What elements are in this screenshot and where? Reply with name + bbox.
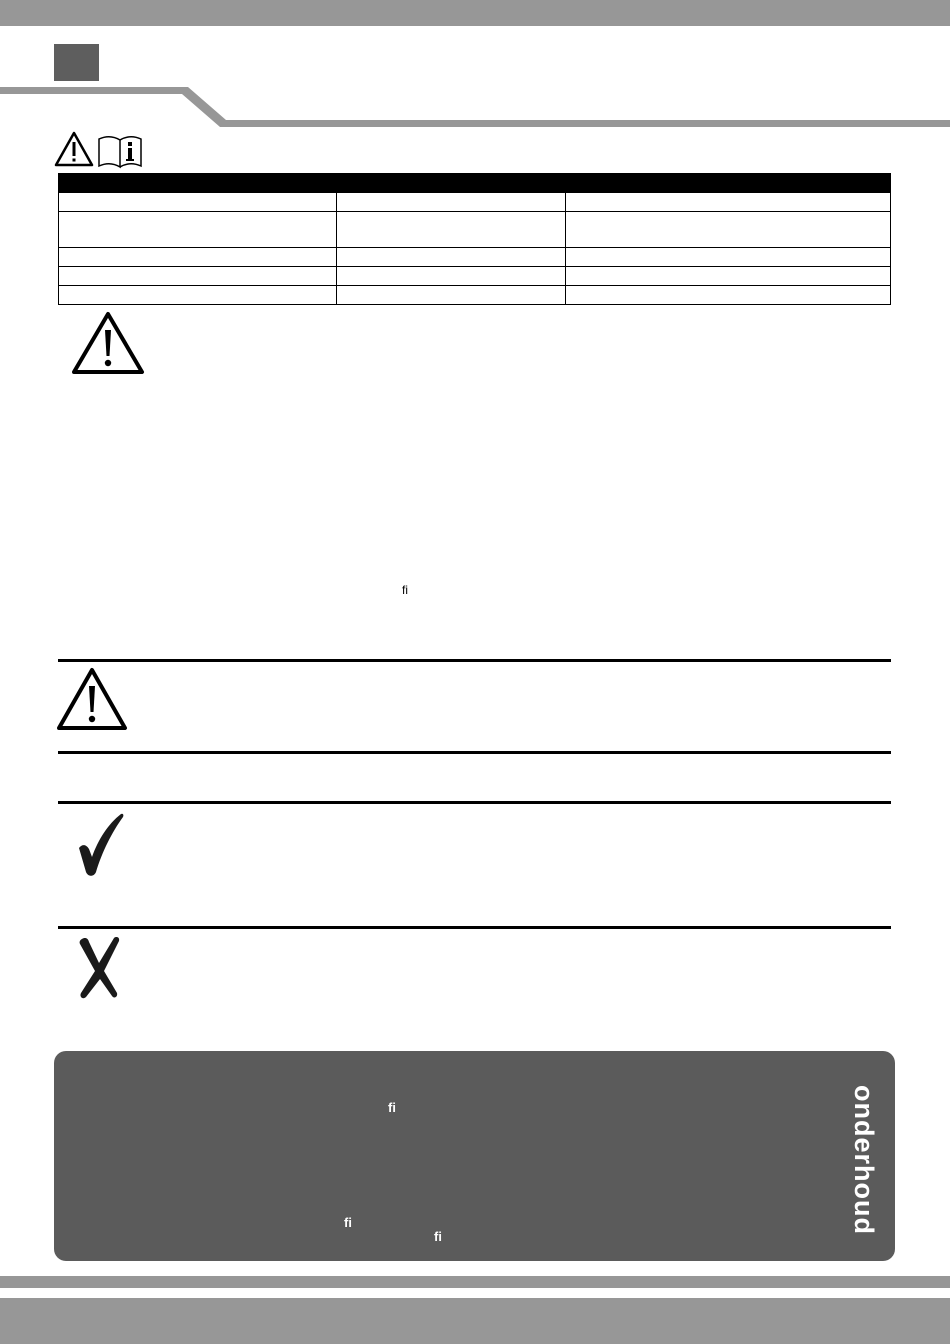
- header-swoosh: [0, 84, 950, 128]
- table-header-row: [59, 174, 891, 193]
- header-icons: [54, 130, 144, 170]
- table-row: [59, 248, 891, 267]
- warning-triangle-icon: [55, 666, 129, 732]
- table-cell: [566, 286, 891, 305]
- table-cell: [337, 248, 566, 267]
- divider: [58, 659, 891, 662]
- table-header-cell: [566, 174, 891, 193]
- ligature-glyph: ﬁ: [344, 1215, 352, 1230]
- table-header-cell: [59, 174, 337, 193]
- divider: [58, 801, 891, 804]
- top-band: [0, 0, 950, 26]
- table-header-cell: [337, 174, 566, 193]
- bottom-stripe: [0, 1276, 950, 1288]
- ligature-glyph: ﬁ: [434, 1229, 442, 1244]
- maintenance-box: [54, 1051, 895, 1261]
- divider: [58, 926, 891, 929]
- spec-table: [58, 173, 891, 305]
- table-row: [59, 286, 891, 305]
- ligature-glyph: ﬁ: [402, 583, 408, 597]
- read-manual-icon: [99, 137, 141, 167]
- table-row: [59, 193, 891, 212]
- table-cell: [337, 286, 566, 305]
- table-cell: [337, 267, 566, 286]
- table-cell: [59, 267, 337, 286]
- table-cell: [59, 248, 337, 267]
- section-side-label: onderhoud: [849, 1085, 879, 1235]
- table-cell: [59, 193, 337, 212]
- table-cell: [337, 212, 566, 248]
- table-row: [59, 212, 891, 248]
- warning-triangle-icon: [70, 310, 146, 376]
- table-cell: [566, 248, 891, 267]
- table-cell: [337, 193, 566, 212]
- ligature-glyph: ﬁ: [388, 1100, 396, 1115]
- table-row: [59, 267, 891, 286]
- table-cell: [566, 267, 891, 286]
- page-number-square: [54, 44, 99, 81]
- table-cell: [59, 212, 337, 248]
- warning-triangle-icon: [56, 133, 92, 165]
- table-cell: [566, 212, 891, 248]
- table-cell: [59, 286, 337, 305]
- divider: [58, 751, 891, 754]
- cross-icon: [74, 935, 126, 1001]
- table-cell: [566, 193, 891, 212]
- bottom-band: [0, 1298, 950, 1344]
- checkmark-icon: [76, 812, 126, 878]
